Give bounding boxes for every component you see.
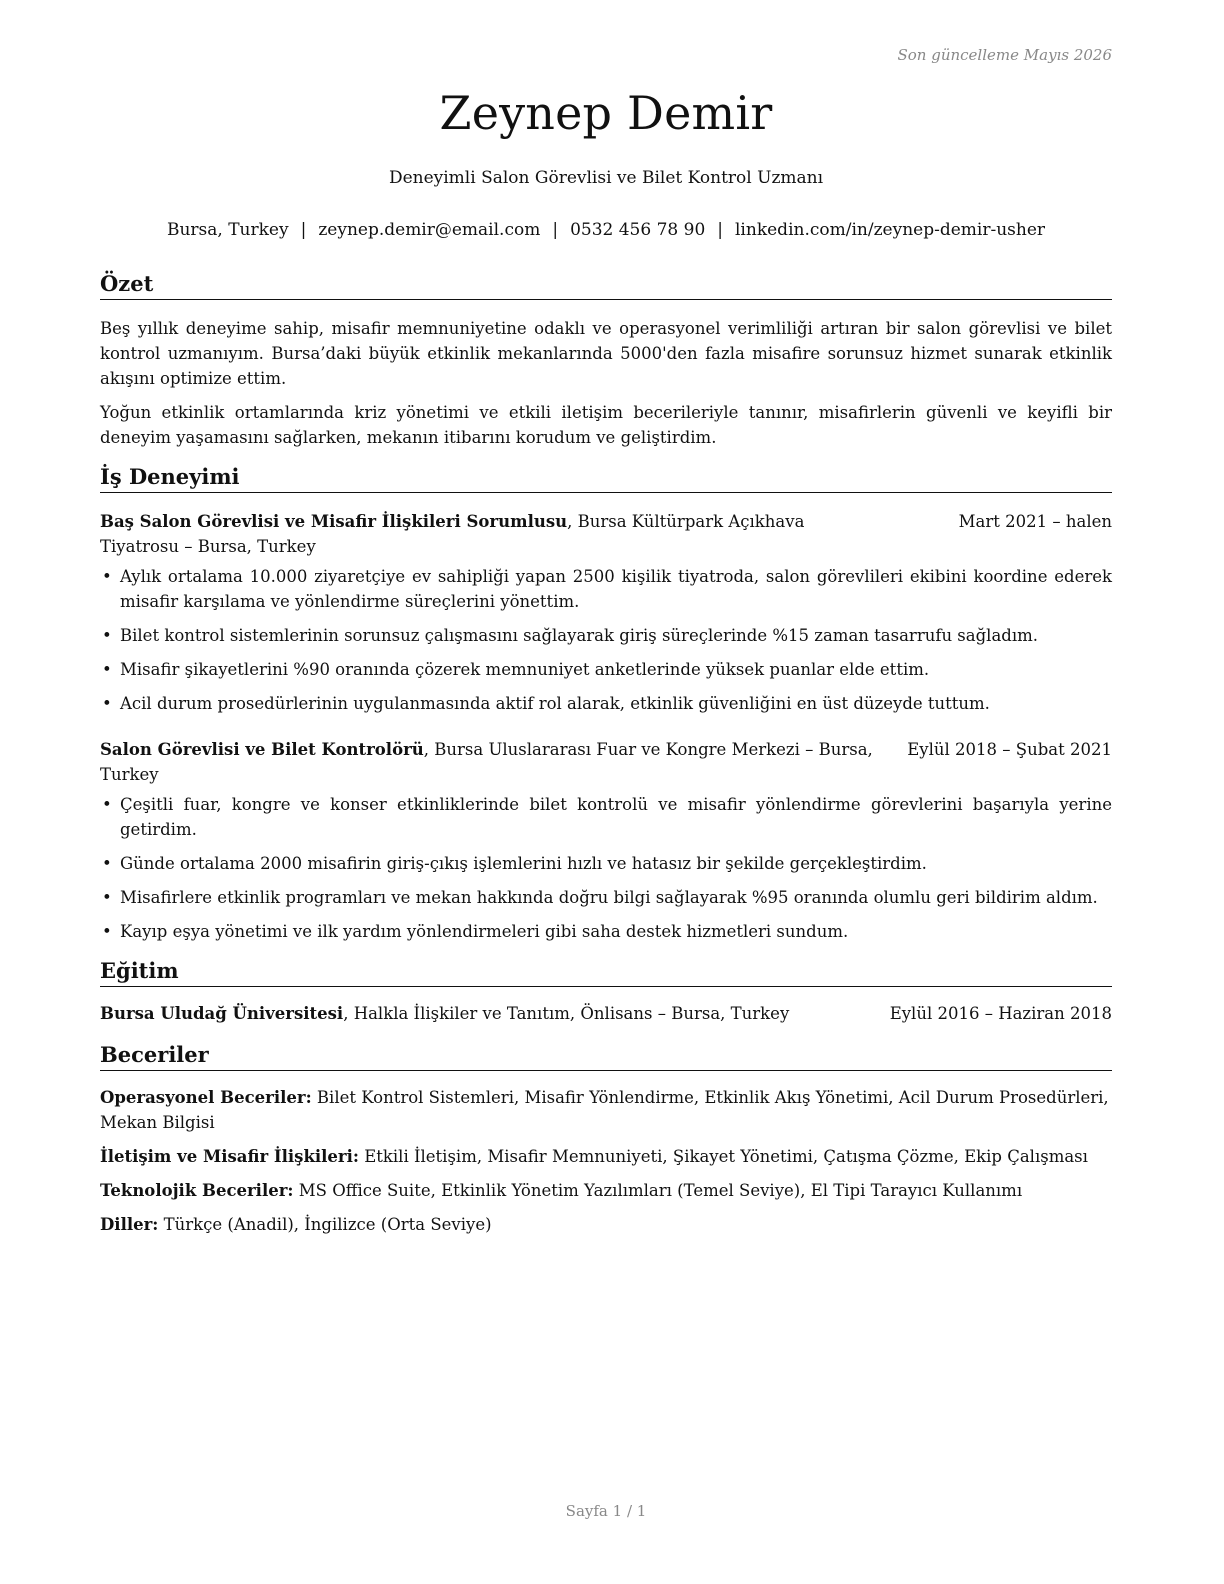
skill-group-label: Teknolojik Beceriler: <box>100 1181 294 1200</box>
skill-group-label: İletişim ve Misafir İlişkileri: <box>100 1147 359 1166</box>
skill-group-value: Etkili İletişim, Misafir Memnuniyeti, Şikayet Yönetimi, Çatışma Çözme, Ekip Çalışması <box>358 1147 1088 1166</box>
contact-line <box>100 220 1112 240</box>
skill-group-value: MS Office Suite, Etkinlik Yönetim Yazılımları (Temel Seviye), El Tipi Tarayıcı Kullanımı <box>293 1181 1023 1200</box>
job-bullet: • Aylık ortalama 10.000 ziyaretçiye ev sahipliği yapan 2500 kişilik tiyatroda, salon görevlileri ekibini koordine ederek misafir karşılama ve yönlendirme süreçlerini yönettim. <box>100 564 1112 614</box>
skills-title: Beceriler <box>100 1042 1112 1071</box>
job-bullet: • Günde ortalama 2000 misafirin giriş-çıkış işlemlerini hızlı ve hatasız bir şekilde gerçekleştirdim. <box>100 851 1112 876</box>
contact-phone: 0532 456 78 90 <box>570 220 706 240</box>
contact-linkedin[interactable]: linkedin.com/in/zeynep-demir-usher <box>735 220 1046 240</box>
skill-group <box>100 1085 1112 1135</box>
contact-separator: | <box>552 220 559 240</box>
job-bullet: • Misafir şikayetlerini %90 oranında çözerek memnuniyet anketlerinde yüksek puanlar elde ettim. <box>100 657 1112 682</box>
job-organization: , Bursa Uluslararası Fuar ve Kongre Merkezi – Bursa, Turkey <box>100 740 873 784</box>
contact-separator: | <box>300 220 307 240</box>
job-role: Baş Salon Görevlisi ve Misafir İlişkileri Sorumlusu <box>100 512 568 531</box>
job-header <box>100 737 1112 787</box>
job-bullets <box>100 564 1112 716</box>
job-bullet: • Misafirlere etkinlik programları ve mekan hakkında doğru bilgi sağlayarak %95 oranında olumlu geri bildirim aldım. <box>100 885 1112 910</box>
job-bullet: • Çeşitli fuar, kongre ve konser etkinliklerinde bilet kontrolü ve misafir yönlendirme görevlerini başarıyla yerine getirdim. <box>100 792 1112 842</box>
skill-group-label: Operasyonel Beceriler: <box>100 1088 312 1107</box>
skill-group-value: Türkçe (Anadil), İngilizce (Orta Seviye) <box>158 1215 492 1234</box>
experience-title: İş Deneyimi <box>100 464 1112 493</box>
job-bullet: • Kayıp eşya yönetimi ve ilk yardım yönlendirmeleri gibi saha destek hizmetleri sundum. <box>100 919 1112 944</box>
job-bullet: • Acil durum prosedürlerinin uygulanmasında aktif rol alarak, etkinlik güvenliğini en üst düzeyde tuttum. <box>100 691 1112 716</box>
summary-paragraph: Yoğun etkinlik ortamlarında kriz yönetimi ve etkili iletişim becerileriyle tanınır, misafirlerin güvenli ve keyifli bir deneyim yaşamasını sağlarken, mekanın itibarını korudum ve geliştirdim. <box>100 403 1112 447</box>
resume-page <box>100 0 1112 1584</box>
contact-email[interactable]: zeynep.demir@email.com <box>318 220 541 240</box>
skill-group <box>100 1144 1112 1169</box>
education-detail: , Halkla İlişkiler ve Tanıtım, Önlisans – Bursa, Turkey <box>343 1004 790 1023</box>
job-dates: Eylül 2018 – Şubat 2021 <box>901 737 1112 762</box>
job-organization: , Bursa Kültürpark Açıkhava Tiyatrosu – Bursa, Turkey <box>100 512 805 556</box>
job-bullets <box>100 792 1112 944</box>
summary-paragraph: Beş yıllık deneyime sahip, misafir memnuniyetine odaklı ve operasyonel verimliliği artıran bir salon görevlisi ve bilet kontrol uzmanıyım. Bursa’daki büyük etkinlik mekanlarında 5000'den fazla misafire sorunsuz hizmet sunarak etkinlik akışını optimize ettim. <box>100 319 1112 388</box>
candidate-tagline: Deneyimli Salon Görevlisi ve Bilet Kontrol Uzmanı <box>388 168 824 188</box>
experience-section <box>100 464 1112 953</box>
job-dates: Mart 2021 – halen <box>953 509 1112 534</box>
education-section <box>100 958 1112 1026</box>
last-updated: Son güncelleme Mayıs 2026 <box>897 46 1112 64</box>
summary-section <box>100 271 1112 450</box>
page-number: Sayfa 1 / 1 <box>565 1502 647 1520</box>
skill-group <box>100 1212 1112 1237</box>
skill-group <box>100 1178 1112 1203</box>
summary-title: Özet <box>100 271 1112 300</box>
contact-separator: | <box>717 220 723 240</box>
candidate-name: Zeynep Demir <box>439 86 773 140</box>
job-entry <box>100 737 1112 944</box>
skills-section <box>100 1042 1112 1246</box>
job-entry <box>100 509 1112 716</box>
job-role: Salon Görevlisi ve Bilet Kontrolörü <box>100 740 424 759</box>
skill-group-value: Bilet Kontrol Sistemleri, Misafir Yönlendirme, Etkinlik Akış Yönetimi, Acil Durum Prosedürleri, Mekan Bilgisi <box>100 1088 1109 1132</box>
education-school: Bursa Uludağ Üniversitesi <box>100 1004 344 1023</box>
education-title: Eğitim <box>100 958 1112 987</box>
education-dates: Eylül 2016 – Haziran 2018 <box>884 1001 1112 1026</box>
skill-group-label: Diller: <box>100 1215 159 1234</box>
job-bullet: • Bilet kontrol sistemlerinin sorunsuz çalışmasını sağlayarak giriş süreçlerinde %15 zaman tasarrufu sağladım. <box>100 623 1112 648</box>
job-header <box>100 509 1112 559</box>
contact-location: Bursa, Turkey <box>166 220 289 240</box>
education-entry <box>100 1001 1112 1026</box>
